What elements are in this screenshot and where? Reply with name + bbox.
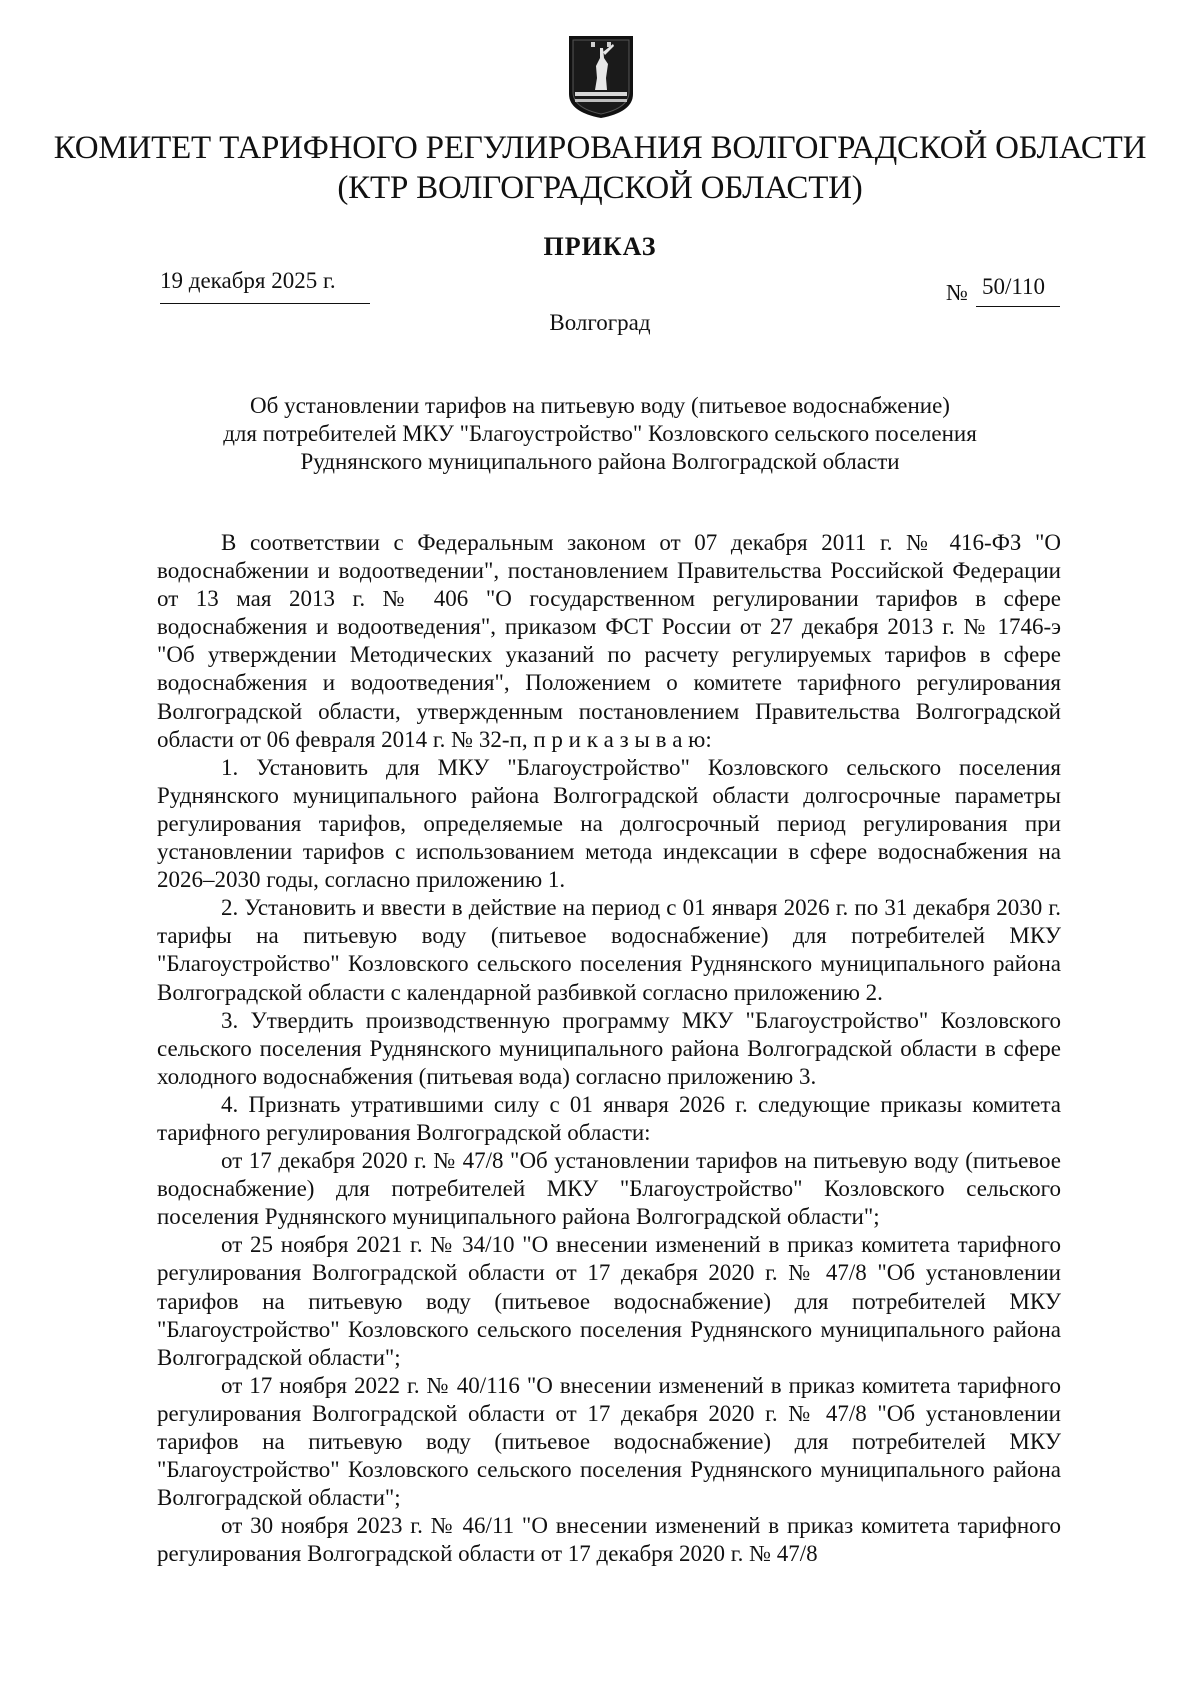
order-number: 50/110 [982,274,1046,299]
document-type-title: ПРИКАЗ [543,232,657,261]
order-date: 19 декабря 2025 г. [160,268,336,293]
subject-line: для потребителей МКУ "Благоустройство" Козловского сельского поселения [223,421,977,446]
repealed-order-2: от 25 ноября 2021 г. № 34/10 "О внесении изменений в приказ комитета тарифного регулирования Волгоградской области от 17 декабря 2020 г. № 47/8 "Об установлении тарифов на питьевую воду (питьевое водоснабжение) для потребителей МКУ "Благоустройство" Козловского сельского поселения Руднянского муниципального района Волгоградской области"; [157,1232,1061,1370]
subject-line: Руднянского муниципального района Волгоградской области [300,449,900,474]
order-item-4: 4. Признать утратившими силу с 01 января 2026 г. следующие приказы комитета тарифного регулирования Волгоградской области: [157,1091,1061,1145]
preamble-paragraph: В соответствии с Федеральным законом от 07 декабря 2011 г. № 416-ФЗ "О водоснабжении и водоотведении", постановлением Правительства Российской Федерации от 13 мая 2013 г. № 406 "О государственном регулировании тарифов в сфере водоснабжения и водоотведения", приказом ФСТ России от 27 декабря 2013 г. № 1746-э "Об утверждении Методических указаний по расчету регулируемых тарифов в сфере водоснабжения и водоотведения", Положением о комитете тарифного регулирования Волгоградской области, утвержденным постановлением Правительства Волгоградской области от 06 февраля 2014 г. № 32-п, п р и к а з ы в а ю: [157,530,1061,752]
number-sign: № [946,280,968,305]
coat-of-arms-icon [567,34,635,120]
order-item-1: 1. Установить для МКУ "Благоустройство" Козловского сельского поселения Руднянского муниципального района Волгоградской области долгосрочные параметры регулирования тарифов, определяемые на долгосрочный период регулирования при установлении тарифов с использованием метода индексации в сфере водоснабжения на 2026–2030 годы, согласно приложению 1. [157,754,1061,893]
order-item-3: 3. Утвердить производственную программу МКУ "Благоустройство" Козловского сельского поселения Руднянского муниципального района Волгоградской области в сфере холодного водоснабжения (питьевая вода) согласно приложению 3. [157,1007,1061,1089]
repealed-order-4: от 30 ноября 2023 г. № 46/11 "О внесении изменений в приказ комитета тарифного регулирования Волгоградской области от 17 декабря 2020 г. № 47/8 [157,1513,1061,1567]
order-subject [0,392,1200,476]
repealed-order-3: от 17 ноября 2022 г. № 40/116 "О внесении изменений в приказ комитета тарифного регулирования Волгоградской области от 17 декабря 2020 г. № 47/8 "Об установлении тарифов на питьевую воду (питьевое водоснабжение) для потребителей МКУ "Благоустройство" Козловского сельского поселения Руднянского муниципального района Волгоградской области"; [157,1372,1061,1511]
order-item-2: 2. Установить и ввести в действие на период с 01 января 2026 г. по 31 декабря 2030 г. тарифы на питьевую воду (питьевое водоснабжение) для потребителей МКУ "Благоустройство" Козловского сельского поселения Руднянского муниципального района Волгоградской области с календарной разбивкой согласно приложению 2. [157,895,1061,1005]
order-body [157,529,1061,1568]
organization-short-name: (КТР ВОЛГОГРАДСКОЙ ОБЛАСТИ) [337,170,863,206]
date-underline [160,303,370,304]
repealed-order-1: от 17 декабря 2020 г. № 47/8 "Об установлении тарифов на питьевую воду (питьевое водоснабжение) для потребителей МКУ "Благоустройство" Козловского сельского поселения Руднянского муниципального района Волгоградской области"; [157,1148,1061,1230]
subject-line: Об установлении тарифов на питьевую воду (питьевое водоснабжение) [250,393,950,418]
organization-name: КОМИТЕТ ТАРИФНОГО РЕГУЛИРОВАНИЯ ВОЛГОГРАДСКОЙ ОБЛАСТИ [53,130,1147,166]
city-name: Волгоград [549,310,651,335]
number-underline [976,306,1060,307]
